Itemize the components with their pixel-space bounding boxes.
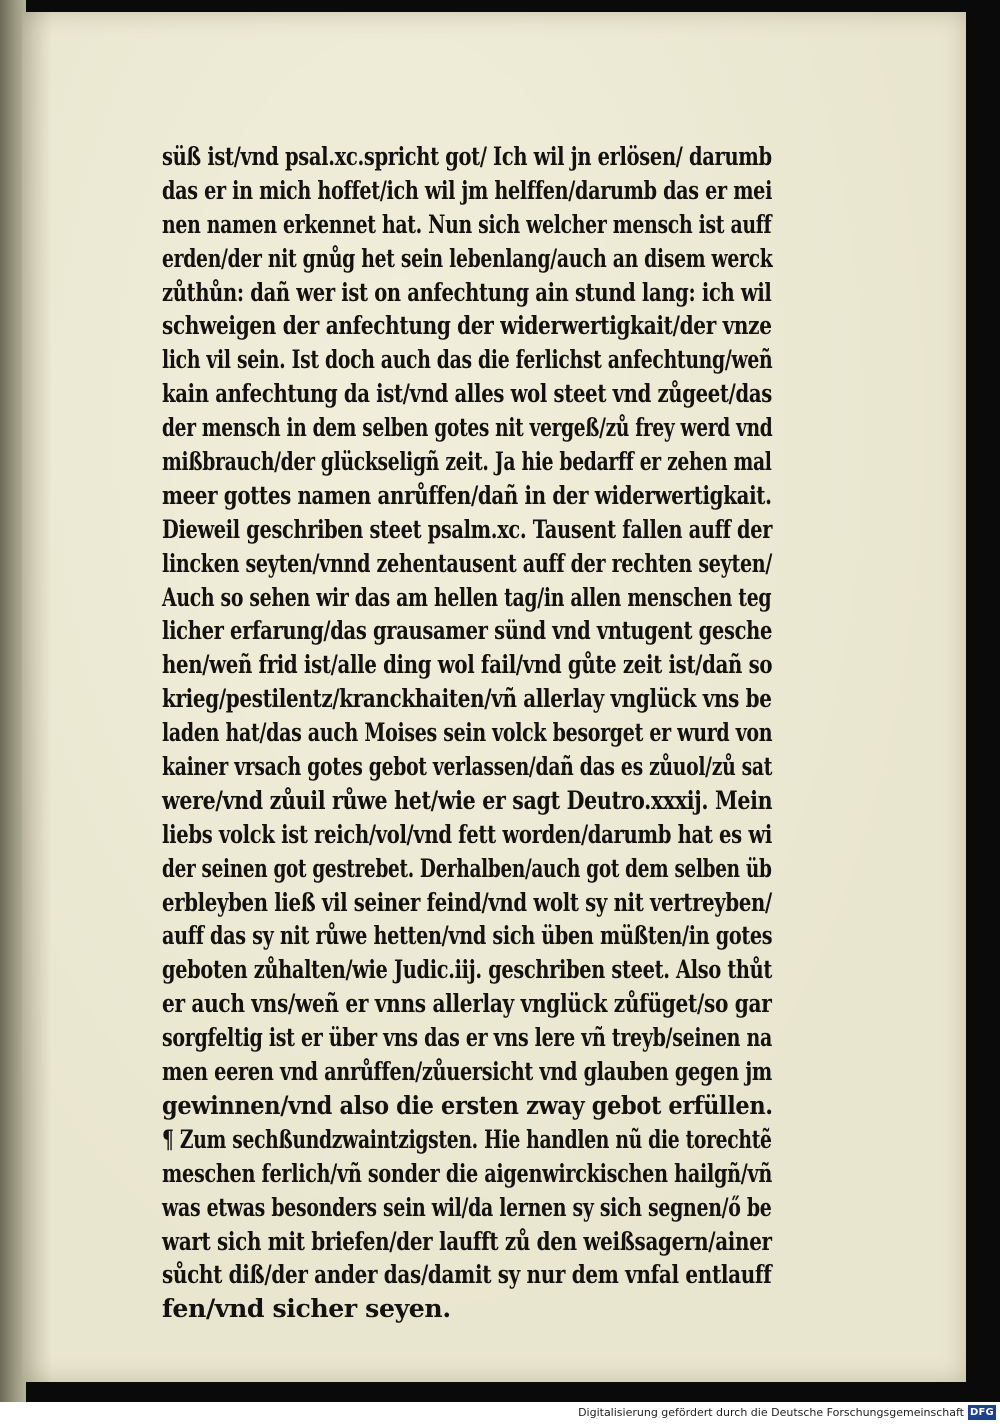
funding-credit: Digitalisierung gefördert durch die Deutsche Forschungsgemeinschaft — [578, 1406, 964, 1419]
text-line: süß ist/vnd psal.xc.spricht got/ Ich wil jn erlösen/ darumb — [162, 141, 772, 171]
text-line: were/vnd zůuil růwe het/wie er sagt Deutro.xxxij. Mein — [162, 784, 773, 815]
page-text-block — [162, 140, 772, 1326]
text-line: zůthůn: dañ wer ist on anfechtung ain stund lang: ich wil — [162, 276, 772, 307]
text-line: auff das sy nit růwe hetten/vnd sich üben müßten/in gotes — [162, 920, 773, 951]
text-line: Auch so sehen wir das am hellen tag/in allen menschen teg — [162, 581, 772, 612]
text-line: men eeren vnd anrůffen/zůuersicht vnd glauben gegen jm — [162, 1056, 772, 1087]
text-line: ¶ Zum sechßundzwaintzigsten. Hie handlen nũ die torechtẽ — [162, 1123, 772, 1154]
text-line: kain anfechtung da ist/vnd alles wol steet vnd zůgeet/das — [162, 378, 773, 409]
text-line: gewinnen/vnd also die ersten zway gebot erfüllen. — [162, 1089, 773, 1120]
text-line: das er in mich hoffet/ich wil jm helffen/darumb das er mei — [162, 174, 773, 205]
text-line: erbleyben ließ vil seiner feind/vnd wolt sy nit vertreyben/ — [162, 886, 772, 917]
text-line: liebs volck ist reich/vol/vnd fett worden/darumb hat es wi — [162, 818, 773, 849]
text-line: lincken seyten/vnnd zehentausent auff der rechten seyten/ — [162, 547, 773, 578]
text-line: lich vil sein. Ist doch auch das die ferlichst anfechtung/weñ — [162, 344, 773, 375]
book-page — [22, 12, 966, 1382]
text-line: laden hat/das auch Moises sein volck besorget er wurd von — [162, 717, 773, 748]
text-line: Dieweil geschriben steet psalm.xc. Tausent fallen auff der — [162, 513, 773, 544]
text-line: meschen ferlich/vñ sonder die aigenwirckischen hailgñ/vñ — [162, 1157, 773, 1188]
text-line: was etwas besonders sein wil/da lernen sy sich segnen/ő be — [162, 1191, 772, 1222]
text-line: schweigen der anfechtung der widerwertigkait/der vnze — [162, 310, 772, 341]
dfg-logo-icon: DFG — [968, 1405, 996, 1420]
footer-bar — [0, 1402, 1000, 1424]
text-line: geboten zůhalten/wie Judic.iij. geschriben steet. Also thůt — [162, 954, 773, 985]
text-line: hen/weñ frid ist/alle ding wol fail/vnd gůte zeit ist/dañ so — [162, 649, 773, 680]
text-line: meer gottes namen anrůffen/dañ in der widerwertigkait. — [162, 479, 772, 510]
text-line: der seinen got gestrebet. Derhalben/auch got dem selben üb — [162, 852, 772, 883]
text-line: fen/vnd sicher seyen. — [162, 1293, 451, 1324]
text-line: licher erfarung/das grausamer sünd vnd vntugent gesche — [162, 615, 773, 646]
text-line: nen namen erkennet hat. Nun sich welcher mensch ist auff — [162, 208, 772, 239]
text-line: kainer vrsach gotes gebot verlassen/dañ das es zůuol/zů sat — [162, 751, 773, 782]
text-line: wart sich mit briefen/der laufft zů den weißsagern/ainer — [162, 1225, 772, 1256]
text-line: sůcht diß/der ander das/damit sy nur dem vnfal entlauff — [162, 1259, 772, 1290]
text-line: mißbrauch/der glückseligñ zeit. Ja hie bedarff er zehen mal — [162, 446, 772, 477]
text-line: krieg/pestilentz/kranckhaiten/vñ allerlay vnglück vns be — [162, 683, 772, 714]
text-line: der mensch in dem selben gotes nit vergeß/zů frey werd vnd — [162, 412, 773, 443]
text-line: erden/der nit gnůg het sein lebenlang/auch an disem werck — [162, 242, 773, 273]
text-line: sorgfeltig ist er über vns das er vns lere vñ treyb/seinen na — [162, 1022, 773, 1053]
text-line: er auch vns/weñ er vnns allerlay vnglück zůfüget/so gar — [162, 988, 772, 1019]
